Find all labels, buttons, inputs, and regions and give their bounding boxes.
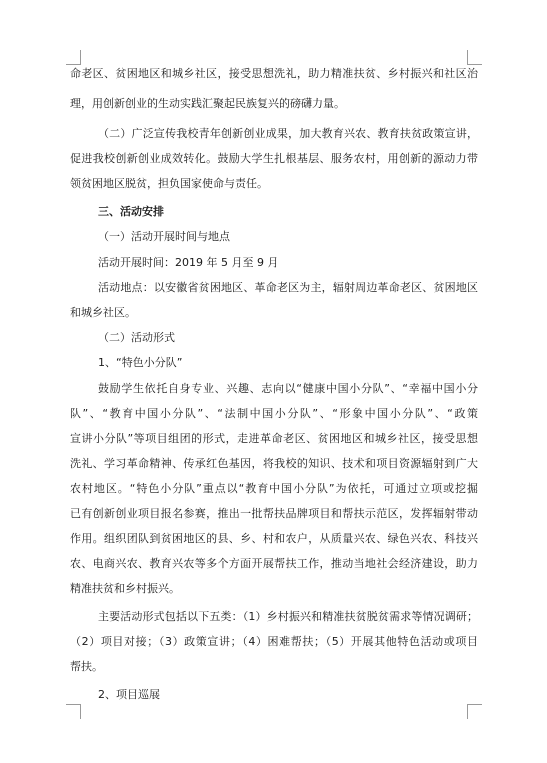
paragraph-line: 帮扶。 <box>70 660 103 673</box>
paragraph-line: 农村地区。“特色小分队”重点以“教育中国小分队”为依托，可通过立项或挖掘 <box>70 482 478 495</box>
paragraph-line: 洗礼、学习革命精神、传承红色基因，将我校的知识、技术和项目资源辐射到广大 <box>70 457 478 470</box>
item-heading: 2、项目巡展 <box>98 688 160 701</box>
margin-mark-bottom-left <box>66 704 81 719</box>
subsection-heading: （二）活动形式 <box>98 331 175 344</box>
paragraph-line: 主要活动形式包括以下五类：（1）乡村振兴和精准扶贫脱贫需求等情况调研； <box>98 610 478 623</box>
margin-mark-bottom-right <box>467 704 482 719</box>
paragraph-line: 命老区、贫困地区和城乡社区，接受思想洗礼，助力精准扶贫、乡村振兴和社区治 <box>70 67 478 80</box>
paragraph-line: （二）广泛宣传我校青年创新创业成果，加大教育兴农、教育扶贫政策宣讲， <box>98 127 478 140</box>
paragraph-line: 作用。组织团队到贫困地区的县、乡、村和农户，从质量兴农、绿色兴农、科技兴 <box>70 532 478 545</box>
subsection-heading: （一）活动开展时间与地点 <box>98 230 230 243</box>
paragraph-line: 队”、“教育中国小分队”、“法制中国小分队”、“形象中国小分队”、“政策 <box>70 407 478 420</box>
item-heading: 1、“特色小分队” <box>98 356 183 369</box>
paragraph-line: 农、电商兴农、教育兴农等多个方面开展帮扶工作，推动当地社会经济建设，助力 <box>70 557 478 570</box>
section-heading: 三、活动安排 <box>98 205 164 218</box>
paragraph-line: 精准扶贫和乡村振兴。 <box>70 582 180 595</box>
paragraph-line: （2）项目对接；（3）政策宣讲；（4）困难帮扶；（5）开展其他特色活动或项目 <box>70 635 478 648</box>
paragraph-line: 活动地点：以安徽省贫困地区、革命老区为主，辐射周边革命老区、贫困地区 <box>98 281 478 294</box>
paragraph-line: 和城乡社区。 <box>70 306 136 319</box>
paragraph-line: 领贫困地区脱贫，担负国家使命与责任。 <box>70 177 268 190</box>
paragraph-line: 鼓励学生依托自身专业、兴趣、志向以“健康中国小分队”、“幸福中国小分 <box>98 382 478 395</box>
paragraph-line: 已有创新创业项目报名参赛，推出一批帮扶品牌项目和帮扶示范区，发挥辐射带动 <box>70 507 478 520</box>
margin-mark-top-right <box>467 50 482 65</box>
paragraph-line: 理，用创新创业的生动实践汇聚起民族复兴的磅礴力量。 <box>70 97 345 110</box>
paragraph-line: 活动开展时间：2019 年 5 月至 9 月 <box>98 256 279 269</box>
margin-mark-top-left <box>66 50 81 65</box>
paragraph-line: 促进我校创新创业成效转化。鼓励大学生扎根基层、服务农村，用创新的源动力带 <box>70 152 478 165</box>
paragraph-line: 宣讲小分队”等项目组团的形式，走进革命老区、贫困地区和城乡社区，接受思想 <box>70 432 478 445</box>
